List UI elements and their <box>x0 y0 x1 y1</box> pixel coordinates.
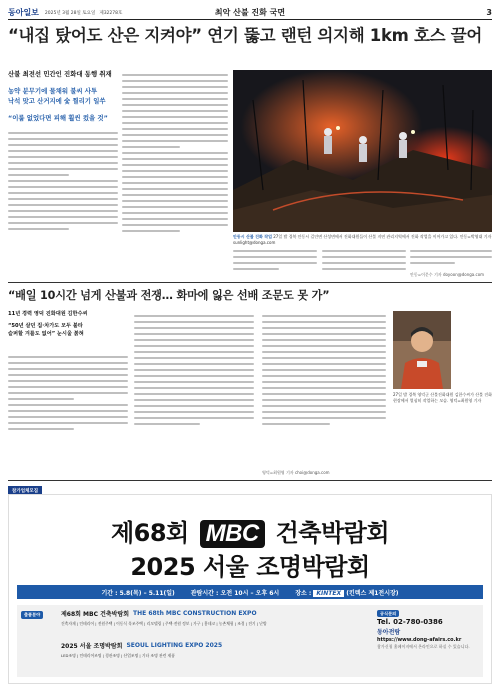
article-column-4 <box>322 246 406 274</box>
subhead-line-1: 농약 분무기에 물채워 불씨 사투 <box>8 87 98 96</box>
issue-date: 2025년 3월 28일 토요일 <box>44 10 96 16</box>
ad-info-bar <box>17 585 483 599</box>
article-column-1 <box>8 128 118 234</box>
section-title: 최악 산불 진화 국면 <box>214 8 286 17</box>
second-article-column-3 <box>262 311 386 429</box>
article-column-2 <box>122 70 228 236</box>
portrait-caption: 27일 밤 경북 영덕군 산불진화대원 김한수씨가 산불 진화 현장에서 열심히 작업하는 모습. 영덕=최원영 기자 <box>393 392 492 403</box>
exhibit-category-chip: 출품분야 <box>21 611 43 619</box>
article-column-5 <box>410 246 492 268</box>
ad-title-2: 2025 서울 조명박람회 <box>130 553 370 581</box>
expo-1-name: 제68회 MBC 건축박람회 <box>61 611 130 618</box>
ad-title-suffix: 건축박람회 <box>275 519 390 547</box>
main-headline: “내집 탔어도 산은 지켜야” 연기 뚫고 랜턴 의지해 1km 호스 끌어 <box>8 26 482 45</box>
second-subhead-quote-1: “50년 살던 집·차가도 모두 불타 <box>8 322 83 329</box>
byline-2: 영덕=최원영 기자 choi@donga.com <box>262 470 330 475</box>
byline-1: 안동=이문수 기자 doyoon@donga.com <box>410 272 485 277</box>
ad-title-prefix: 제68회 <box>110 519 189 547</box>
second-article-column-2 <box>134 311 254 429</box>
sponsor-note: 참가신청 홈페이지에서 온라인으로 하실 수 있습니다. <box>377 644 470 650</box>
page-number: 3 <box>486 8 492 17</box>
ad-venue-label: 장소 : <box>295 589 312 597</box>
donga-fair-logo: 동아전람 <box>377 628 401 636</box>
ad-venue-sub: (킨텍스 제1전시장) <box>346 589 399 597</box>
expo-1-english: THE 68th MBC CONSTRUCTION EXPO <box>133 610 257 617</box>
masthead <box>8 6 492 20</box>
firefighter-portrait-photo <box>393 311 451 389</box>
ad-venue <box>295 588 398 597</box>
sponsor-url[interactable]: https://www.dong-afairs.co.kr <box>377 636 462 643</box>
second-subhead <box>8 311 128 338</box>
second-article-column-1 <box>8 352 128 434</box>
subhead-quote: “이룹 없었다면 피해 훨씬 컸을 것” <box>8 113 108 122</box>
expo-1-items: 건축자재 | 인테리어 | 전원주택 | 이동식 목조주택 | 리모델링 | 주택·전원 정보 | 가구 | 홈데코 | 농촌체험 | 조경 | 전기 | 난방 <box>61 621 267 626</box>
wildfire-night-photo <box>233 70 492 232</box>
subhead-line-2: 낙석 맞고 산거지에 숯 찔리기 일쑤 <box>8 96 106 105</box>
sponsor-label: 공식문의 <box>377 610 399 617</box>
expo-2-title <box>61 641 222 650</box>
sponsor-contact <box>377 611 487 650</box>
kintex-logo: KINTEX <box>313 590 344 597</box>
expo-advertisement[interactable] <box>8 494 492 684</box>
expo-2-english: SEOUL LIGHTING EXPO 2025 <box>126 642 223 649</box>
section-divider-2 <box>8 480 492 481</box>
photo-caption <box>233 234 492 245</box>
subhead-kicker: 산불 최전선 민간인 진화대 동행 취재 <box>8 70 112 78</box>
expo-2-items: LED조명 | 인테리어조명 | 경관조명 | 산업조명 | 기타 조명 관련 제품 <box>61 653 175 658</box>
photo-caption-text: 27일 밤 경북 안동시 길안면 산성면에서 진화대원들이 산불 지연 관리지역에서 진화 작업을 이어가고 있다. 안동=박영대 기자 sunlight@donga.com <box>233 234 492 245</box>
ad-tag: 참가업체모집 <box>8 486 42 496</box>
photo-caption-label: 안동시 산불 진화 작업 <box>233 234 272 239</box>
ad-title <box>9 513 491 548</box>
issue-number: 제32278호 <box>99 10 123 16</box>
second-headline: “배일 10시간 넘게 산불과 전쟁… 화마에 잃은 선배 조문도 못 가” <box>8 289 330 302</box>
newspaper-logo: 동아일보 <box>8 7 39 17</box>
ad-hours: 관람시간 : 오전 10시 – 오후 6시 <box>190 589 280 597</box>
subhead-block <box>8 70 118 123</box>
sponsor-tel[interactable]: Tel. 02-780-0386 <box>377 618 443 627</box>
ad-lower-panel <box>17 605 483 677</box>
expo-2-name: 2025 서울 조명박람회 <box>61 643 123 650</box>
expo-1-title <box>61 609 257 618</box>
section-divider-1 <box>8 282 492 283</box>
second-subhead-kicker: 11년 경력 영덕 진화대원 김한수씨 <box>8 311 88 317</box>
article-column-3 <box>233 246 317 274</box>
ad-date: 기간 : 5.8(목) – 5.11(일) <box>101 589 175 597</box>
mbc-logo: MBC <box>200 520 265 548</box>
second-subhead-quote-2: 슬퍼할 겨를도 없어” 눈시울 붉혀 <box>8 330 84 337</box>
